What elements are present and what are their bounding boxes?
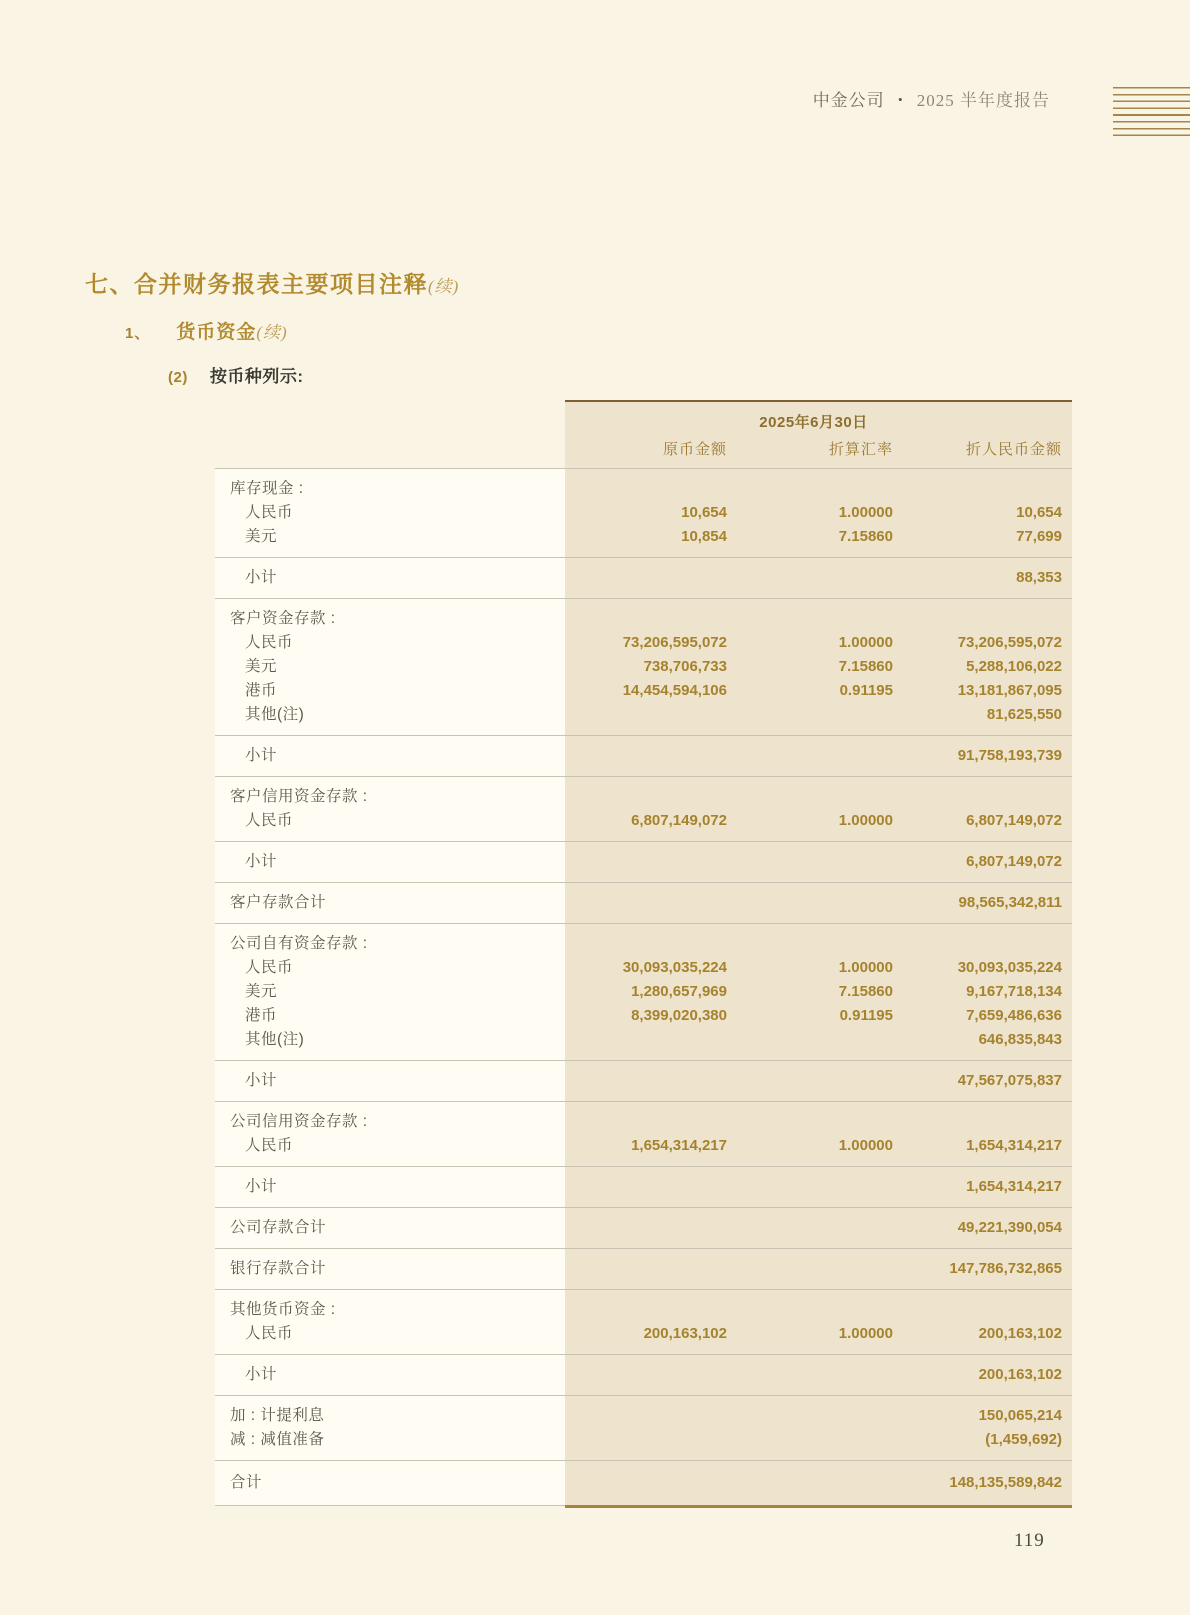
original-amount-value xyxy=(565,851,727,873)
original-amount-value xyxy=(565,932,727,956)
row-label: 小计 xyxy=(245,1366,278,1383)
table-row xyxy=(215,1028,1072,1052)
row-label: 公司信用资金存款 : xyxy=(230,1113,368,1130)
table-row xyxy=(215,631,1072,655)
rmb-amount-value xyxy=(893,932,1062,956)
column-header-original-amount: 原币金额 xyxy=(662,441,727,458)
table-row xyxy=(215,501,1072,525)
original-amount-value xyxy=(565,567,727,589)
rmb-amount-value: 88,353 xyxy=(1016,569,1062,586)
original-amount-value: 738,706,733 xyxy=(643,658,727,675)
table-row xyxy=(215,1472,1072,1494)
row-label: 客户信用资金存款 : xyxy=(230,788,368,805)
original-amount-value xyxy=(565,703,727,727)
original-amount-value: 8,399,020,380 xyxy=(631,1007,727,1024)
section-title-text: 七、合并财务报表主要项目注释 xyxy=(85,271,428,297)
rmb-amount-value: 30,093,035,224 xyxy=(957,959,1062,976)
table-date-header: 2025年6月30日 xyxy=(759,414,868,431)
rmb-amount-value xyxy=(893,1110,1062,1134)
table-row xyxy=(215,679,1072,703)
decorative-lines-icon xyxy=(1113,87,1190,137)
row-label: 加 : 计提利息 xyxy=(230,1407,325,1424)
exchange-rate-value xyxy=(727,851,893,873)
exchange-rate-value xyxy=(727,1028,893,1052)
column-header-exchange-rate: 折算汇率 xyxy=(828,441,893,458)
original-amount-value: 6,807,149,072 xyxy=(631,812,727,829)
table-row xyxy=(215,1428,1072,1452)
rmb-amount-value: 6,807,149,072 xyxy=(966,812,1062,829)
original-amount-value: 1,280,657,969 xyxy=(631,983,727,1000)
row-label: 美元 xyxy=(245,658,278,675)
exchange-rate-value: 7.15860 xyxy=(838,528,893,545)
table-section xyxy=(215,1354,1072,1395)
rmb-amount-value: 646,835,843 xyxy=(978,1031,1062,1048)
table-row xyxy=(215,809,1072,833)
original-amount-value xyxy=(565,1258,727,1280)
item-title-text: 按币种列示: xyxy=(209,367,304,386)
row-label: 小计 xyxy=(245,853,278,870)
bottom-border-left xyxy=(215,1505,565,1506)
bottom-border-gold xyxy=(565,1505,1072,1508)
original-amount-value: 10,654 xyxy=(681,504,727,521)
rmb-amount-value: 13,181,867,095 xyxy=(957,682,1062,699)
exchange-rate-value xyxy=(727,892,893,914)
exchange-rate-value: 1.00000 xyxy=(838,504,893,521)
table-section xyxy=(215,557,1072,598)
table-section xyxy=(215,841,1072,882)
exchange-rate-value: 1.00000 xyxy=(838,1325,893,1342)
exchange-rate-value xyxy=(727,1217,893,1239)
rmb-amount-value: 81,625,550 xyxy=(986,706,1062,723)
subsection-title-text: 货币资金 xyxy=(176,322,257,343)
exchange-rate-value xyxy=(727,1364,893,1386)
exchange-rate-value xyxy=(727,1110,893,1134)
exchange-rate-value xyxy=(727,1176,893,1198)
row-label: 人民币 xyxy=(245,504,294,521)
original-amount-value xyxy=(565,1110,727,1134)
rmb-amount-value: 10,654 xyxy=(1016,504,1062,521)
table-row xyxy=(215,932,1072,956)
table-row xyxy=(215,892,1072,914)
original-amount-value: 73,206,595,072 xyxy=(622,634,727,651)
table-section xyxy=(215,1207,1072,1248)
row-label: 其他(注) xyxy=(245,706,305,723)
row-label: 公司自有资金存款 : xyxy=(230,935,368,952)
table-row xyxy=(215,1404,1072,1428)
original-amount-value xyxy=(565,745,727,767)
table-body xyxy=(215,468,1072,1505)
table-row xyxy=(215,477,1072,501)
currency-table xyxy=(215,400,1072,1508)
exchange-rate-value: 0.91195 xyxy=(839,1007,893,1024)
page-number: 119 xyxy=(1014,1530,1045,1551)
rmb-amount-value xyxy=(893,785,1062,809)
table-row xyxy=(215,567,1072,589)
rmb-amount-value: 77,699 xyxy=(1016,528,1062,545)
rmb-amount-value: 148,135,589,842 xyxy=(949,1474,1062,1491)
original-amount-value xyxy=(565,1298,727,1322)
item-number: (2) xyxy=(168,369,188,386)
table-column-headers xyxy=(565,438,1062,459)
original-amount-value: 14,454,594,106 xyxy=(622,682,727,699)
row-label: 客户存款合计 xyxy=(230,894,327,911)
exchange-rate-value xyxy=(727,1404,893,1428)
rmb-amount-value: 1,654,314,217 xyxy=(966,1137,1062,1154)
row-label: 港币 xyxy=(245,682,278,699)
column-header-rmb-amount: 折人民币金额 xyxy=(965,441,1062,458)
subsection-title-continued: (续) xyxy=(256,323,288,342)
exchange-rate-value: 1.00000 xyxy=(838,812,893,829)
original-amount-value xyxy=(565,1217,727,1239)
table-section xyxy=(215,735,1072,776)
row-label: 人民币 xyxy=(245,634,294,651)
rmb-amount-value: 91,758,193,739 xyxy=(957,747,1062,764)
original-amount-value xyxy=(565,1028,727,1052)
original-amount-value xyxy=(565,892,727,914)
original-amount-value: 10,854 xyxy=(681,528,727,545)
exchange-rate-value xyxy=(727,477,893,501)
original-amount-value: 30,093,035,224 xyxy=(622,959,727,976)
row-label: 客户资金存款 : xyxy=(230,610,336,627)
table-section xyxy=(215,598,1072,735)
row-label: 合计 xyxy=(230,1474,263,1491)
exchange-rate-value xyxy=(727,607,893,631)
original-amount-value: 200,163,102 xyxy=(643,1325,727,1342)
row-label: 人民币 xyxy=(245,959,294,976)
rmb-amount-value: 150,065,214 xyxy=(978,1407,1062,1424)
company-name: 中金公司 xyxy=(812,91,885,110)
original-amount-value xyxy=(565,1176,727,1198)
table-row xyxy=(215,745,1072,767)
section-title-continued: (续) xyxy=(428,277,460,296)
exchange-rate-value xyxy=(727,785,893,809)
exchange-rate-value: 0.91195 xyxy=(839,682,893,699)
row-label: 港币 xyxy=(245,1007,278,1024)
original-amount-value xyxy=(565,1364,727,1386)
exchange-rate-value xyxy=(727,1298,893,1322)
rmb-amount-value xyxy=(893,477,1062,501)
table-section xyxy=(215,1395,1072,1460)
exchange-rate-value: 1.00000 xyxy=(838,959,893,976)
row-label: 其他货币资金 : xyxy=(230,1301,336,1318)
table-bottom-border xyxy=(215,1505,1072,1508)
table-row xyxy=(215,1110,1072,1134)
table-section xyxy=(215,468,1072,557)
table-section xyxy=(215,1460,1072,1505)
row-label: 小计 xyxy=(245,1072,278,1089)
item-title xyxy=(168,362,304,387)
section-title xyxy=(85,266,459,299)
original-amount-value xyxy=(565,1404,727,1428)
exchange-rate-value: 1.00000 xyxy=(838,1137,893,1154)
table-row xyxy=(215,1258,1072,1280)
rmb-amount-value xyxy=(893,607,1062,631)
exchange-rate-value xyxy=(727,1428,893,1452)
table-header xyxy=(565,400,1072,468)
table-row xyxy=(215,1364,1072,1386)
subsection-number: 1、 xyxy=(125,325,151,342)
table-row xyxy=(215,956,1072,980)
original-amount-value xyxy=(565,477,727,501)
rmb-amount-value: 147,786,732,865 xyxy=(949,1260,1062,1277)
table-row xyxy=(215,655,1072,679)
exchange-rate-value xyxy=(727,567,893,589)
original-amount-value xyxy=(565,1070,727,1092)
row-label: 公司存款合计 xyxy=(230,1219,327,1236)
table-section xyxy=(215,1166,1072,1207)
table-row xyxy=(215,703,1072,727)
row-label: 小计 xyxy=(245,569,278,586)
original-amount-value xyxy=(565,1472,727,1494)
original-amount-value: 1,654,314,217 xyxy=(631,1137,727,1154)
table-row xyxy=(215,1004,1072,1028)
table-section xyxy=(215,1101,1072,1166)
table-row xyxy=(215,980,1072,1004)
row-label: 其他(注) xyxy=(245,1031,305,1048)
rmb-amount-value: 200,163,102 xyxy=(978,1366,1062,1383)
rmb-amount-value xyxy=(893,1298,1062,1322)
rmb-amount-value: 200,163,102 xyxy=(978,1325,1062,1342)
table-row xyxy=(215,785,1072,809)
exchange-rate-value xyxy=(727,745,893,767)
table-row xyxy=(215,1134,1072,1158)
row-label: 人民币 xyxy=(245,1137,294,1154)
row-label: 小计 xyxy=(245,1178,278,1195)
rmb-amount-value: 98,565,342,811 xyxy=(958,894,1062,911)
exchange-rate-value xyxy=(727,1070,893,1092)
rmb-amount-value: 7,659,486,636 xyxy=(966,1007,1062,1024)
table-section xyxy=(215,923,1072,1060)
table-row xyxy=(215,1070,1072,1092)
exchange-rate-value: 7.15860 xyxy=(838,983,893,1000)
row-label: 库存现金 : xyxy=(230,480,304,497)
row-label: 人民币 xyxy=(245,812,294,829)
rmb-amount-value: 73,206,595,072 xyxy=(957,634,1062,651)
original-amount-value xyxy=(565,785,727,809)
bullet-separator-icon: • xyxy=(897,92,904,107)
table-row xyxy=(215,1298,1072,1322)
rmb-amount-value: 1,654,314,217 xyxy=(966,1178,1062,1195)
original-amount-value xyxy=(565,1428,727,1452)
exchange-rate-value xyxy=(727,932,893,956)
exchange-rate-value: 1.00000 xyxy=(838,634,893,651)
exchange-rate-value xyxy=(727,1258,893,1280)
rmb-amount-value: 47,567,075,837 xyxy=(957,1072,1062,1089)
row-label: 人民币 xyxy=(245,1325,294,1342)
exchange-rate-value: 7.15860 xyxy=(838,658,893,675)
rmb-amount-value: 5,288,106,022 xyxy=(966,658,1062,675)
row-label: 减 : 减值准备 xyxy=(230,1431,325,1448)
rmb-amount-value: 6,807,149,072 xyxy=(966,853,1062,870)
table-row xyxy=(215,1217,1072,1239)
table-section xyxy=(215,1289,1072,1354)
table-section xyxy=(215,882,1072,923)
rmb-amount-value: 49,221,390,054 xyxy=(957,1219,1062,1236)
row-label: 美元 xyxy=(245,528,278,545)
row-label: 银行存款合计 xyxy=(230,1260,327,1277)
table-row xyxy=(215,607,1072,631)
row-label: 小计 xyxy=(245,747,278,764)
running-header xyxy=(813,86,1050,111)
table-section xyxy=(215,1248,1072,1289)
exchange-rate-value xyxy=(727,703,893,727)
rmb-amount-value: (1,459,692) xyxy=(985,1431,1062,1448)
table-row xyxy=(215,1322,1072,1346)
table-section xyxy=(215,1060,1072,1101)
table-row xyxy=(215,525,1072,549)
report-title: 2025 半年度报告 xyxy=(916,91,1050,110)
row-label: 美元 xyxy=(245,983,278,1000)
table-section xyxy=(215,776,1072,841)
table-row xyxy=(215,851,1072,873)
original-amount-value xyxy=(565,607,727,631)
table-row xyxy=(215,1176,1072,1198)
subsection-title xyxy=(125,317,288,344)
exchange-rate-value xyxy=(727,1472,893,1494)
rmb-amount-value: 9,167,718,134 xyxy=(966,983,1062,1000)
